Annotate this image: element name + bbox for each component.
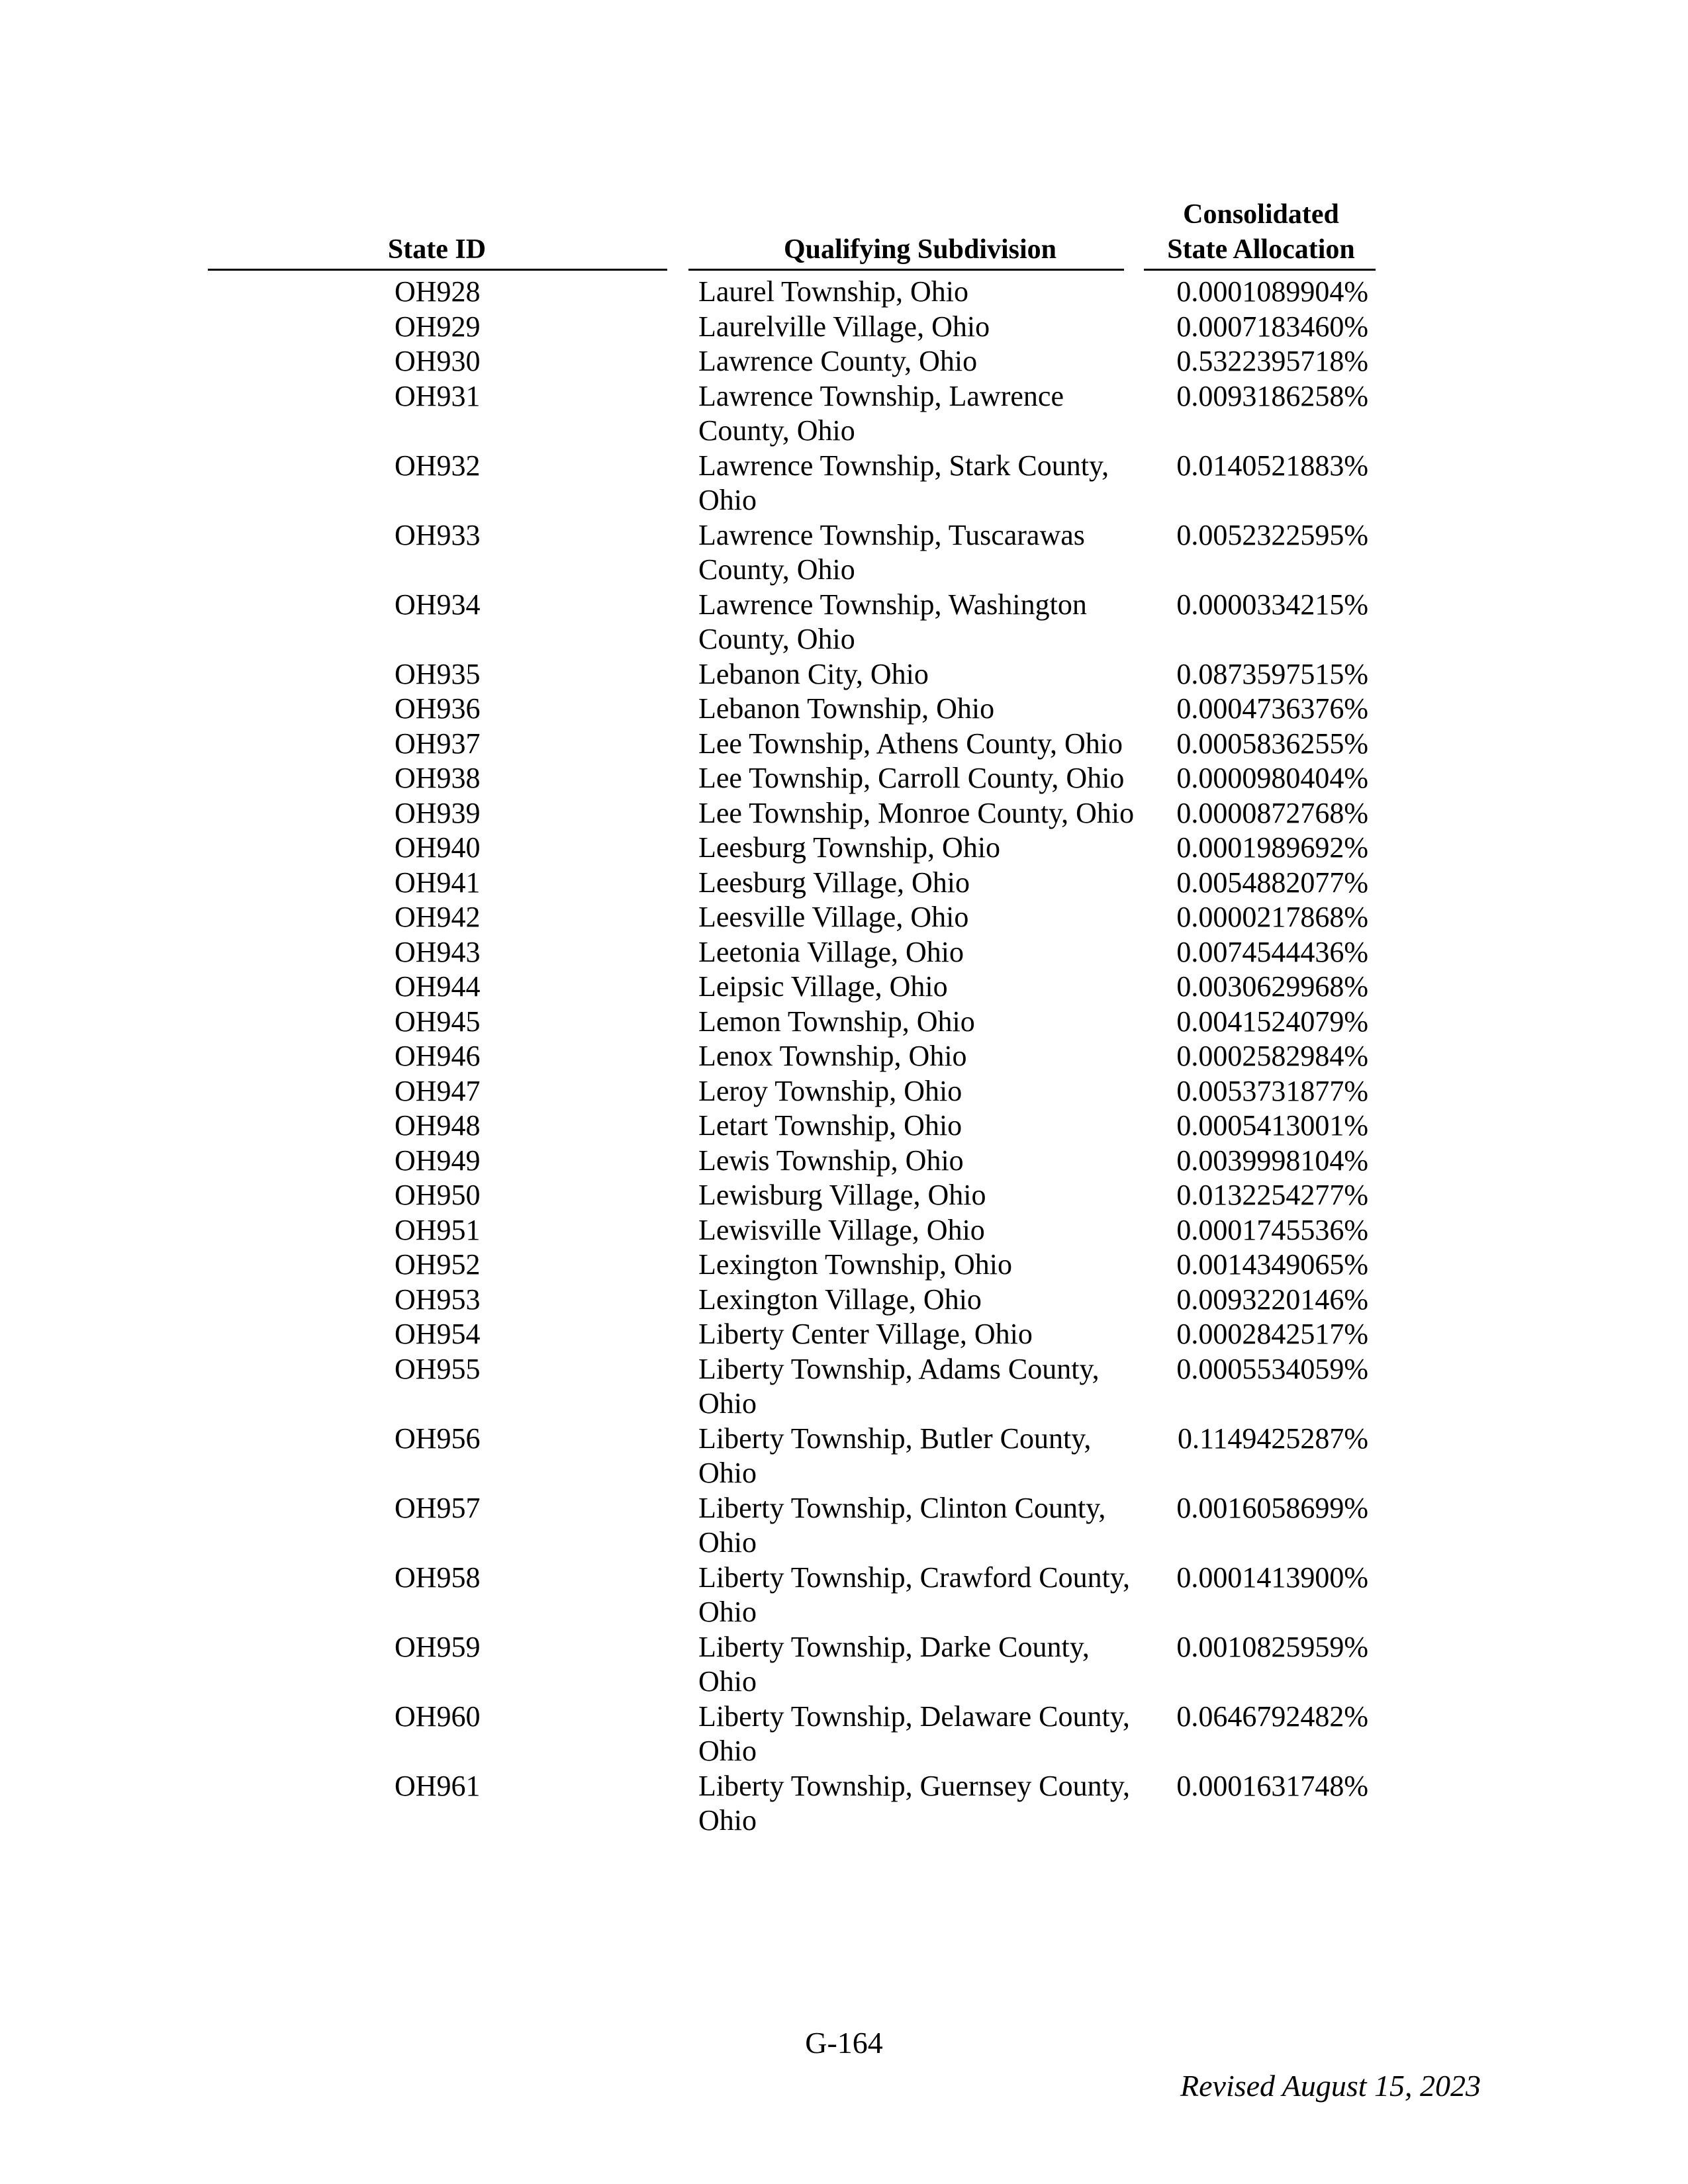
subdivision-cell: Lebanon Township, Ohio: [698, 692, 995, 725]
subdivision-cell: Lawrence Township, Lawrence County, Ohio: [698, 379, 1064, 447]
state-id-cell: OH934: [395, 588, 481, 621]
subdivision-cell: Lee Township, Carroll County, Ohio: [698, 762, 1125, 794]
table-row: [0, 344, 1688, 379]
state-id-cell: OH942: [395, 901, 481, 933]
subdivision-cell: Laurel Township, Ohio: [698, 275, 968, 308]
table-row: [0, 1317, 1688, 1352]
allocation-cell: 0.0646792482%: [1176, 1700, 1368, 1733]
state-id-cell: OH944: [395, 970, 481, 1003]
allocation-cell: 0.0039998104%: [1176, 1144, 1368, 1177]
revised-date: Revised August 15, 2023: [1180, 2069, 1481, 2103]
allocation-cell: 0.0001989692%: [1176, 831, 1368, 864]
subdivision-cell: Liberty Township, Guernsey County, Ohio: [698, 1769, 1130, 1837]
state-id-cell: OH954: [395, 1318, 481, 1350]
subdivision-cell: Liberty Township, Adams County, Ohio: [698, 1352, 1100, 1420]
subdivision-header-rule: [688, 269, 1124, 271]
subdivision-cell: Liberty Center Village, Ohio: [698, 1318, 1033, 1350]
state-id-cell: OH952: [395, 1248, 481, 1281]
table-row: [0, 1700, 1688, 1769]
subdivision-cell: Lee Township, Monroe County, Ohio: [698, 796, 1135, 829]
state-id-cell: OH930: [395, 345, 481, 377]
state-id-cell: OH950: [395, 1179, 481, 1211]
state-id-cell: OH960: [395, 1700, 481, 1733]
state-id-cell: OH946: [395, 1040, 481, 1072]
table-row: [0, 1769, 1688, 1839]
subdivision-cell: Lewisville Village, Ohio: [698, 1213, 985, 1246]
allocation-cell: 0.0132254277%: [1176, 1179, 1368, 1211]
subdivision-cell: Lawrence County, Ohio: [698, 345, 978, 377]
subdivision-cell: Liberty Township, Darke County, Ohio: [698, 1630, 1090, 1698]
table-row: [0, 1248, 1688, 1283]
allocation-cell: 0.0030629968%: [1176, 970, 1368, 1003]
state-id-cell: OH929: [395, 310, 481, 343]
allocation-cell: 0.0000872768%: [1176, 796, 1368, 829]
subdivision-cell: Leesville Village, Ohio: [698, 901, 969, 933]
allocation-cell: 0.0093220146%: [1176, 1283, 1368, 1316]
allocation-cell: 0.0054882077%: [1176, 866, 1368, 899]
subdivision-cell: Lewisburg Village, Ohio: [698, 1179, 986, 1211]
table-row: [0, 1039, 1688, 1074]
allocation-cell: 0.0000334215%: [1176, 588, 1368, 621]
table-row: [0, 970, 1688, 1005]
state-id-cell: OH931: [395, 379, 481, 412]
subdivision-cell: Laurelville Village, Ohio: [698, 310, 990, 343]
allocation-header-rule: [1144, 269, 1376, 271]
state-id-cell: OH948: [395, 1109, 481, 1142]
table-row: [0, 1491, 1688, 1561]
table-row: [0, 1630, 1688, 1700]
table-row: [0, 866, 1688, 901]
allocation-cell: 0.0000980404%: [1176, 762, 1368, 794]
subdivision-cell: Leipsic Village, Ohio: [698, 970, 948, 1003]
table-row: [0, 935, 1688, 970]
allocation-cell: 0.0074544436%: [1176, 935, 1368, 968]
allocation-cell: 0.5322395718%: [1176, 345, 1368, 377]
state-id-cell: OH947: [395, 1074, 481, 1107]
table-row: [0, 900, 1688, 935]
state-id-cell: OH938: [395, 762, 481, 794]
table-row: [0, 449, 1688, 518]
table-row: [0, 1109, 1688, 1144]
allocation-cell: 0.0007183460%: [1176, 310, 1368, 343]
allocation-cell: 0.0041524079%: [1176, 1005, 1368, 1038]
table-row: [0, 588, 1688, 657]
table-row: [0, 1213, 1688, 1248]
state-id-cell: OH941: [395, 866, 481, 899]
state-id-cell: OH961: [395, 1769, 481, 1802]
table-row: [0, 518, 1688, 588]
table-row: [0, 1283, 1688, 1318]
state-id-cell: OH943: [395, 935, 481, 968]
state-id-cell: OH940: [395, 831, 481, 864]
state-id-cell: OH935: [395, 657, 481, 690]
allocation-cell: 0.1149425287%: [1177, 1422, 1368, 1455]
allocation-header-line1: Consolidated: [1183, 199, 1339, 230]
state-id-cell: OH953: [395, 1283, 481, 1316]
subdivision-cell: Lee Township, Athens County, Ohio: [698, 727, 1123, 760]
table-row: [0, 657, 1688, 692]
table-row: [0, 1005, 1688, 1040]
subdivision-cell: Lemon Township, Ohio: [698, 1005, 975, 1038]
state-id-cell: OH928: [395, 275, 481, 308]
subdivision-cell: Liberty Township, Delaware County, Ohio: [698, 1700, 1130, 1767]
state-id-cell: OH949: [395, 1144, 481, 1177]
state-id-cell: OH955: [395, 1352, 481, 1385]
allocation-cell: 0.0005534059%: [1176, 1352, 1368, 1385]
table-row: [0, 1178, 1688, 1213]
subdivision-cell: Lexington Village, Ohio: [698, 1283, 982, 1316]
allocation-cell: 0.0014349065%: [1176, 1248, 1368, 1281]
subdivision-cell: Liberty Township, Butler County, Ohio: [698, 1422, 1092, 1489]
allocation-cell: 0.0005413001%: [1176, 1109, 1368, 1142]
allocation-table-body: [0, 275, 1688, 1839]
table-row: [0, 761, 1688, 796]
table-row: [0, 692, 1688, 727]
allocation-cell: 0.0000217868%: [1176, 901, 1368, 933]
subdivision-cell: Lebanon City, Ohio: [698, 657, 929, 690]
state-id-cell: OH958: [395, 1561, 481, 1594]
allocation-cell: 0.0016058699%: [1176, 1491, 1368, 1524]
subdivision-cell: Lexington Township, Ohio: [698, 1248, 1012, 1281]
subdivision-cell: Lewis Township, Ohio: [698, 1144, 964, 1177]
allocation-cell: 0.0873597515%: [1176, 657, 1368, 690]
subdivision-cell: Liberty Township, Clinton County, Ohio: [698, 1491, 1106, 1559]
table-row: [0, 275, 1688, 310]
table-row: [0, 727, 1688, 762]
allocation-cell: 0.0001631748%: [1176, 1769, 1368, 1802]
table-row: [0, 1352, 1688, 1422]
subdivision-cell: Lawrence Township, Stark County, Ohio: [698, 449, 1109, 516]
qualifying-subdivision-header: Qualifying Subdivision: [783, 234, 1057, 265]
subdivision-cell: Lenox Township, Ohio: [698, 1040, 967, 1072]
table-row: [0, 1561, 1688, 1630]
state-id-cell: OH939: [395, 796, 481, 829]
subdivision-cell: Leroy Township, Ohio: [698, 1074, 962, 1107]
state-id-cell: OH932: [395, 449, 481, 482]
table-row: [0, 1074, 1688, 1109]
table-row: [0, 379, 1688, 449]
table-row: [0, 310, 1688, 345]
state-id-header: State ID: [387, 234, 487, 265]
subdivision-cell: Leesburg Village, Ohio: [698, 866, 970, 899]
allocation-cell: 0.0001745536%: [1176, 1213, 1368, 1246]
allocation-cell: 0.0005836255%: [1176, 727, 1368, 760]
state-id-cell: OH945: [395, 1005, 481, 1038]
allocation-cell: 0.0053731877%: [1176, 1074, 1368, 1107]
allocation-cell: 0.0140521883%: [1176, 449, 1368, 482]
table-row: [0, 1422, 1688, 1491]
allocation-cell: 0.0002842517%: [1176, 1318, 1368, 1350]
subdivision-cell: Leetonia Village, Ohio: [698, 935, 964, 968]
page-number: G-164: [805, 2026, 883, 2060]
allocation-cell: 0.0004736376%: [1176, 692, 1368, 725]
state-id-cell: OH957: [395, 1491, 481, 1524]
state-id-cell: OH933: [395, 518, 481, 551]
subdivision-cell: Lawrence Township, Tuscarawas County, Ohio: [698, 518, 1085, 586]
subdivision-cell: Liberty Township, Crawford County, Ohio: [698, 1561, 1130, 1628]
allocation-cell: 0.0001089904%: [1176, 275, 1368, 308]
allocation-cell: 0.0010825959%: [1176, 1630, 1368, 1663]
allocation-cell: 0.0093186258%: [1176, 379, 1368, 412]
allocation-cell: 0.0052322595%: [1176, 518, 1368, 551]
table-row: [0, 831, 1688, 866]
allocation-cell: 0.0002582984%: [1176, 1040, 1368, 1072]
subdivision-cell: Leesburg Township, Ohio: [698, 831, 1001, 864]
table-row: [0, 1144, 1688, 1179]
allocation-header-line2: State Allocation: [1167, 234, 1355, 265]
subdivision-cell: Letart Township, Ohio: [698, 1109, 962, 1142]
state-id-cell: OH951: [395, 1213, 481, 1246]
state-id-header-rule: [208, 269, 667, 271]
state-id-cell: OH956: [395, 1422, 481, 1455]
state-id-cell: OH959: [395, 1630, 481, 1663]
allocation-cell: 0.0001413900%: [1176, 1561, 1368, 1594]
subdivision-cell: Lawrence Township, Washington County, Ohio: [698, 588, 1087, 655]
table-row: [0, 796, 1688, 831]
state-id-cell: OH936: [395, 692, 481, 725]
state-id-cell: OH937: [395, 727, 481, 760]
